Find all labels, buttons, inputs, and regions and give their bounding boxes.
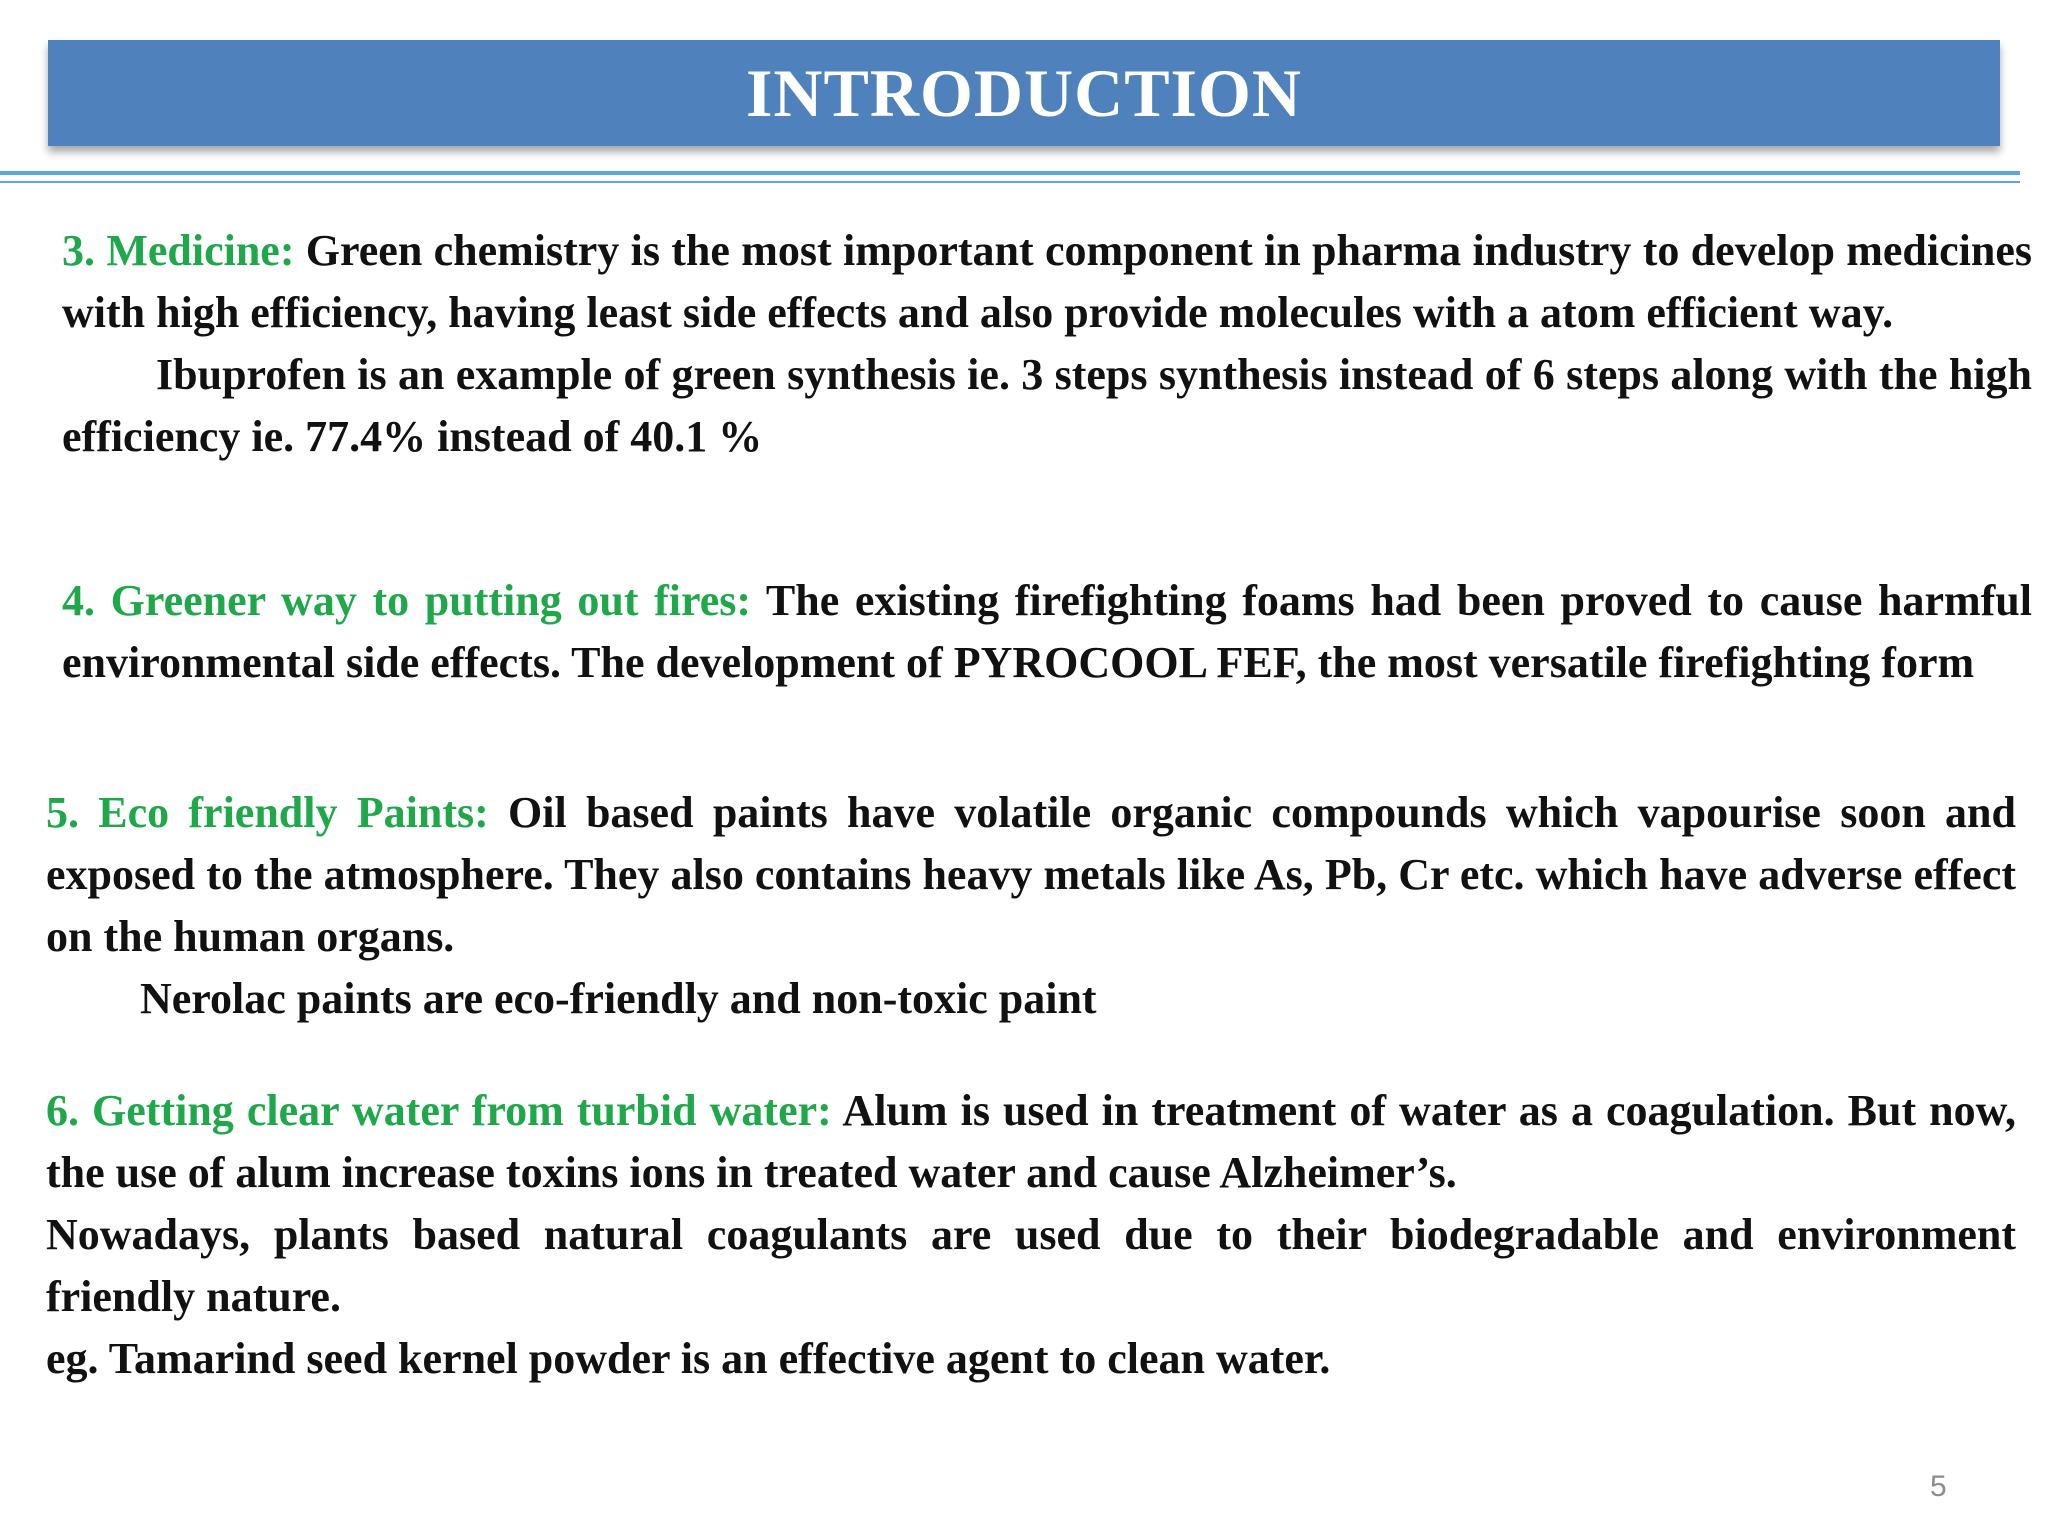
item-water-example: eg. Tamarind seed kernel powder is an effective agent to clean water. — [46, 1334, 1331, 1383]
item-water-heading: 6. Getting clear water from turbid water: — [46, 1086, 832, 1135]
item-medicine-example: Ibuprofen is an example of green synthesis ie. 3 steps synthesis instead of 6 steps along with the high efficiency ie. 77.4% instead of 40.1 % — [62, 350, 2032, 461]
item-paints-text: Oil based paints have volatile organic compounds which vapourise soon and exposed to the atmosphere. They also contains heavy metals like As, Pb, Cr etc. which have adverse effect on the human organs. — [46, 788, 2016, 961]
item-water-paragraph — [46, 1080, 2016, 1204]
page-title: INTRODUCTION — [745, 54, 1303, 131]
item-fires-paragraph — [62, 570, 2032, 694]
item-medicine — [62, 220, 2032, 468]
divider-line-thin — [0, 181, 2020, 183]
item-water-extra: Nowadays, plants based natural coagulants are used due to their biodegradable and environment friendly nature. — [46, 1210, 2016, 1321]
item-medicine-paragraph — [62, 220, 2032, 344]
item-paints-heading: 5. Eco friendly Paints: — [46, 788, 489, 837]
title-banner — [48, 40, 2000, 146]
item-paints-paragraph — [46, 782, 2016, 968]
divider-line — [0, 171, 2020, 175]
item-water — [46, 1080, 2016, 1390]
item-medicine-text: Green chemistry is the most important component in pharma industry to develop medicines with high efficiency, having least side effects and also provide molecules with a atom efficient way. — [62, 226, 2032, 337]
item-fires — [62, 570, 2032, 694]
item-fires-heading: 4. Greener way to putting out fires: — [62, 576, 752, 625]
page-number: 5 — [1930, 1470, 1947, 1503]
item-water-text: Alum is used in treatment of water as a coagulation. But now, the use of alum increase toxins ions in treated water and cause Alzheimer’s. — [46, 1086, 2016, 1197]
item-paints — [46, 782, 2016, 1030]
item-fires-text: The existing firefighting foams had been proved to cause harmful environmental side effects. The development of PYROCOOL FEF, the most versatile firefighting form — [62, 576, 2032, 687]
item-medicine-heading: 3. Medicine: — [62, 226, 295, 275]
item-paints-example: Nerolac paints are eco-friendly and non-toxic paint — [140, 974, 1097, 1023]
